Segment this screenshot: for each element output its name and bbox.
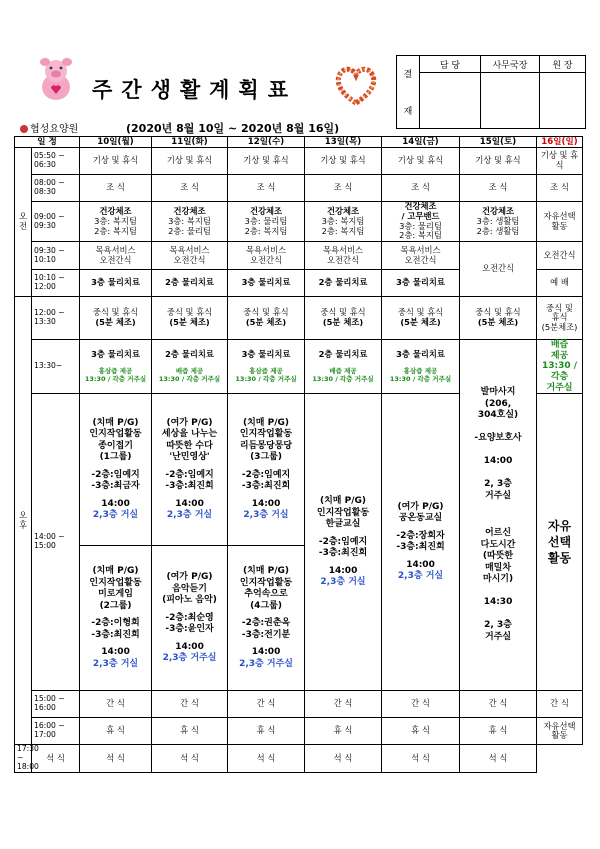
row-snack — [15, 691, 583, 718]
pm-therapy-wed: 3층 물리치료 홍삼즙 제공 13:30 / 각층 거주실 — [228, 340, 305, 394]
flower-heart-icon — [334, 65, 378, 105]
pm-label: 오 후 — [15, 297, 32, 745]
program-fri: (여가 P/G) 공온동교실 -2층:장희자 -3층:최진희 14:00 2,3층 거실 — [382, 394, 460, 691]
time-1010: 10:10 ~ 12:00 — [32, 270, 80, 297]
breakfast-mon: 조 식 — [80, 175, 152, 202]
lunch-mon: 중식 및 휴식 (5분 체조) — [80, 297, 152, 340]
time-0900: 09:00 ~ 09:30 — [32, 202, 80, 242]
page-title: 주간생활계획표 — [92, 78, 298, 102]
dinner-tue: 석 식 — [80, 745, 152, 773]
dinner-mon: 석 식 — [32, 745, 80, 773]
snack-tue: 간 식 — [152, 691, 228, 718]
rest-sun: 자유선택 활동 — [537, 718, 583, 745]
exercise-thu: 건강체조 3층: 복지팀 2층: 복지팀 — [305, 202, 382, 242]
row-1330 — [15, 340, 583, 394]
rest-thu: 휴 식 — [305, 718, 382, 745]
worship-sun: 예 배 — [537, 270, 583, 297]
day-header-thu: 13일(목) — [305, 137, 382, 148]
am-label: 오 전 — [15, 148, 32, 297]
org-name-text: 협성요양원 — [30, 124, 79, 135]
exercise-tue: 건강체조 3층: 복지팀 2층: 물리팀 — [152, 202, 228, 242]
pm-therapy-thu: 2층 물리치료 배즙 제공 13:30 / 각층 거주실 — [305, 340, 382, 394]
lunch-sat: 중식 및 휴식 (5분 체조) — [460, 297, 537, 340]
approval-sign-manager[interactable] — [481, 73, 540, 129]
row-rest — [15, 718, 583, 745]
approval-side-label: 결 재 — [397, 56, 420, 129]
dinner-wed: 석 식 — [152, 745, 228, 773]
dinner-sun: 석 식 — [460, 745, 537, 773]
time-1400: 14:00 ~ 15:00 — [32, 394, 80, 691]
am-snack-sat: 오전간식 — [460, 242, 537, 297]
time-1200: 12:00 ~ 13:30 — [32, 297, 80, 340]
time-0800: 08:00 ~ 08:30 — [32, 175, 80, 202]
breakfast-tue: 조 식 — [152, 175, 228, 202]
org-name — [20, 120, 78, 135]
day-header-tue: 11일(화) — [152, 137, 228, 148]
rest-sat: 휴 식 — [460, 718, 537, 745]
time-0930: 09:30 ~ 10:10 — [32, 242, 80, 270]
exercise-sat: 건강체조 3층: 생활팀 2층: 생활팀 — [460, 202, 537, 242]
snack-thu: 간 식 — [305, 691, 382, 718]
program-mon-a: (치매 P/G) 인지작업활동 종이접기 (1그룹) -2층:임예지 -3층:최금자 14:00 2,3층 거실 — [80, 394, 152, 546]
dinner-sat: 석 식 — [382, 745, 460, 773]
program-wed-a: (치매 P/G) 인지작업활동 리듬몽당몽당 (3그룹) -2층:임예지 -3층:최진희 14:00 2,3층 거실 — [228, 394, 305, 546]
dinner-fri: 석 식 — [305, 745, 382, 773]
breakfast-wed: 조 식 — [228, 175, 305, 202]
rest-tue: 휴 식 — [152, 718, 228, 745]
time-1730: 17:30 ~ 18:00 — [15, 745, 32, 773]
snack-wed: 간 식 — [228, 691, 305, 718]
row-breakfast — [15, 175, 583, 202]
therapy-tue: 2층 물리치료 — [152, 270, 228, 297]
row-dinner — [15, 745, 583, 773]
bath-wed: 목욕서비스 오전간식 — [228, 242, 305, 270]
lunch-tue: 중식 및 휴식 (5분 체조) — [152, 297, 228, 340]
rest-mon: 휴 식 — [80, 718, 152, 745]
approval-col-staff: 담 당 — [420, 56, 481, 73]
breakfast-sun: 조 식 — [537, 175, 583, 202]
day-header-sun: 16일(일) — [537, 137, 583, 148]
pm-therapy-tue: 2층 물리치료 배즙 제공 13:30 / 각층 거주실 — [152, 340, 228, 394]
snack-sun: 간 식 — [537, 691, 583, 718]
snack-fri: 간 식 — [382, 691, 460, 718]
time-1500: 15:00 ~ 16:00 — [32, 691, 80, 718]
program-sat: 발마사지 (206, 304호실) -요양보호사 14:00 2, 3층 거주실 어르신 다도시간 (따뜻한 매밀차 마시기) 14:30 2, 3층 거주실 — [460, 340, 537, 691]
lunch-fri: 중식 및 휴식 (5분 체조) — [382, 297, 460, 340]
row-lunch — [15, 297, 583, 340]
time-1600: 16:00 ~ 17:00 — [32, 718, 80, 745]
day-header-mon: 10일(월) — [80, 137, 152, 148]
snack-mon: 간 식 — [80, 691, 152, 718]
approval-box — [396, 55, 586, 129]
program-tue-a: (여가 P/G) 세상을 나누는 따뜻한 수다 '난민영상' -2층:임예지 -3층:최진희 14:00 2,3층 거실 — [152, 394, 228, 546]
snack-sat: 간 식 — [460, 691, 537, 718]
org-logo-icon — [20, 125, 28, 133]
row-exercise — [15, 202, 583, 242]
approval-col-manager: 사무국장 — [481, 56, 540, 73]
time-1330: 13:30~ — [32, 340, 80, 394]
program-wed-b: (치매 P/G) 인지작업활동 추억속으로 (4그룹) -2층:권춘옥 -3층:전기분 14:00 2,3층 거주실 — [228, 546, 305, 691]
exercise-mon: 건강체조 3층: 복지팀 2층: 복지팀 — [80, 202, 152, 242]
rest-fri: 휴 식 — [382, 718, 460, 745]
breakfast-thu: 조 식 — [305, 175, 382, 202]
program-tue-b: (여가 P/G) 음악듣기 (피아노 음악) -2층:최순영 -3층:윤인자 14:00 2,3층 거주실 — [152, 546, 228, 691]
juice-sun: 배즙 제공 13:30 / 각층 거주실 — [537, 340, 583, 394]
am-snack-sun: 오전간식 — [537, 242, 583, 270]
exercise-wed: 건강체조 3층: 물리팀 2층: 복지팀 — [228, 202, 305, 242]
date-range: (2020년 8월 10일 ~ 2020년 8월 16일) — [126, 122, 340, 135]
wake-wed: 기상 및 휴식 — [228, 148, 305, 175]
day-header-wed: 12일(수) — [228, 137, 305, 148]
approval-sign-director[interactable] — [540, 73, 586, 129]
free-activity-sun: 자유 선택 활동 — [537, 394, 583, 691]
wake-tue: 기상 및 휴식 — [152, 148, 228, 175]
bath-fri: 목욕서비스 오전간식 — [382, 242, 460, 270]
therapy-fri: 3층 물리치료 — [382, 270, 460, 297]
day-header-sat: 15일(토) — [460, 137, 537, 148]
wake-fri: 기상 및 휴식 — [382, 148, 460, 175]
bath-tue: 목욕서비스 오전간식 — [152, 242, 228, 270]
pm-therapy-fri: 3층 물리치료 홍삼즙 제공 13:30 / 각층 거주실 — [382, 340, 460, 394]
day-header-fri: 14일(금) — [382, 137, 460, 148]
lunch-sun: 중식 및 휴식 (5분체조) — [537, 297, 583, 340]
therapy-thu: 2층 물리치료 — [305, 270, 382, 297]
therapy-mon: 3층 물리치료 — [80, 270, 152, 297]
program-thu: (치매 P/G) 인지작업활동 한글교실 -2층:임예지 -3층:최진희 14:00 2,3층 거실 — [305, 394, 382, 691]
bath-thu: 목욕서비스 오전간식 — [305, 242, 382, 270]
program-mon-b: (치매 P/G) 인지작업활동 미로게임 (2그룹) -2층:이형희 -3층:최진희 14:00 2,3층 거실 — [80, 546, 152, 691]
wake-sun: 기상 및 휴식 — [537, 148, 583, 175]
time-0550: 05:50 ~ 06:30 — [32, 148, 80, 175]
breakfast-fri: 조 식 — [382, 175, 460, 202]
exercise-fri: 건강체조 / 고무밴드 3층: 물리팀 2층: 복지팀 — [382, 202, 460, 242]
row-bath — [15, 242, 583, 270]
breakfast-sat: 조 식 — [460, 175, 537, 202]
rest-wed: 휴 식 — [228, 718, 305, 745]
bath-mon: 목욕서비스 오전간식 — [80, 242, 152, 270]
lunch-thu: 중식 및 휴식 (5분 체조) — [305, 297, 382, 340]
approval-sign-staff[interactable] — [420, 73, 481, 129]
row-wake — [15, 148, 583, 175]
wake-mon: 기상 및 휴식 — [80, 148, 152, 175]
header-row — [15, 137, 583, 148]
schedule-label: 일 정 — [15, 137, 80, 148]
approval-col-director: 원 장 — [540, 56, 586, 73]
weekly-schedule-table — [14, 136, 583, 773]
wake-thu: 기상 및 휴식 — [305, 148, 382, 175]
wake-sat: 기상 및 휴식 — [460, 148, 537, 175]
pm-therapy-mon: 3층 물리치료 홍삼즙 제공 13:30 / 각층 거주실 — [80, 340, 152, 394]
lunch-wed: 중식 및 휴식 (5분 체조) — [228, 297, 305, 340]
therapy-wed: 3층 물리치료 — [228, 270, 305, 297]
pig-mascot-icon — [36, 57, 76, 103]
free-choice-sun: 자유선택 활동 — [537, 202, 583, 242]
dinner-thu: 석 식 — [228, 745, 305, 773]
